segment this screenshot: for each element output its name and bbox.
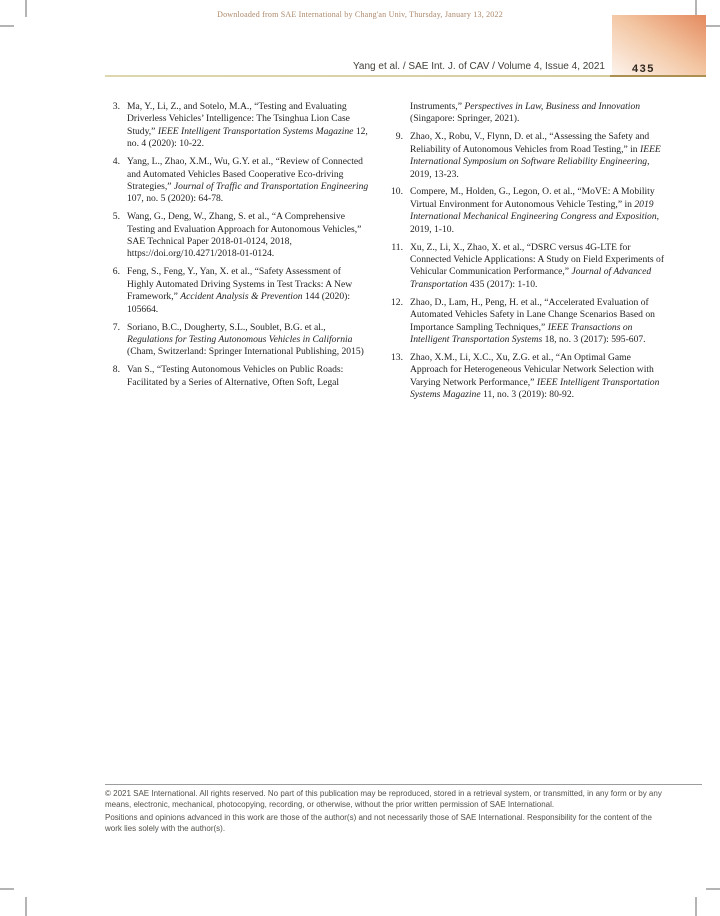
reference-number: 11.: [391, 241, 403, 253]
reference-number: 3.: [112, 101, 120, 112]
reference-item: [103, 322, 369, 359]
reference-item: [103, 266, 369, 316]
reference-item: [103, 364, 369, 389]
reference-text: Feng, S., Feng, Y., Yan, X. et al., “Safety Assessment of Highly Automated Driving Systems in Test Tracks: A New Framework,” Accident Analysis & Prevention 144 (2020): 105664.: [127, 266, 353, 315]
references-right-column: [386, 101, 666, 407]
reference-text: Zhao, X.M., Li, X.C., Xu, Z.G. et al., “An Optimal Game Approach for Heterogeneous Vehicular Network Selection with Varying Network Performance,” IEEE Intelligent Transportation Systems Magazine 11, no. 3 (2019): 80-92.: [410, 351, 660, 401]
footer-rule: [105, 784, 702, 785]
reference-number: 6.: [112, 266, 120, 278]
reference-item: [103, 211, 369, 261]
references-left-column: [103, 101, 369, 395]
reference-number: 7.: [112, 321, 120, 333]
reference-text: Zhao, X., Robu, V., Flynn, D. et al., “Assessing the Safety and Reliability of Autonomous Vehicles from Road Testing,” in IEEE International Symposium on Software Reliability Engineering, 2019, 13-23.: [410, 131, 661, 180]
crop-mark: [0, 25, 14, 27]
running-title: Yang et al. / SAE Int. J. of CAV / Volume 4, Issue 4, 2021: [353, 61, 605, 72]
reference-number: 5.: [112, 211, 120, 223]
crop-mark: [706, 25, 720, 27]
reference-item: [386, 352, 666, 402]
crop-mark: [706, 888, 720, 890]
reference-text: Compere, M., Holden, G., Legon, O. et al., “MoVE: A Mobility Virtual Environment for Autonomous Vehicle Testing,” in 2019 International Mechanical Engineering Congress and Exposition, 2019, 1-10.: [410, 186, 660, 235]
reference-item: [386, 101, 666, 126]
crop-mark: [695, 897, 697, 916]
reference-item: [386, 186, 666, 236]
reference-text: Instruments,” Perspectives in Law, Business and Innovation (Singapore: Springer, 2021).: [410, 101, 641, 125]
crop-mark: [0, 888, 14, 890]
reference-text: Ma, Y., Li, Z., and Sotelo, M.A., “Testing and Evaluating Driverless Vehicles’ Intelligence: The Tsinghua Lion Case Study,” IEEE Intelligent Transportation Systems Magazine 12, no. 4 (2020): 10-22.: [127, 101, 368, 150]
reference-number: 10.: [391, 186, 403, 198]
reference-item: [386, 242, 666, 292]
reference-item: [386, 131, 666, 181]
reference-number: 4.: [112, 156, 120, 168]
disclaimer-notice: Positions and opinions advanced in this work are those of the author(s) and not necessarily those of SAE International. Responsibility for the content of the work lies solely with the author(s).: [105, 813, 652, 833]
reference-number: 13.: [391, 351, 403, 363]
crop-mark: [25, 897, 27, 916]
page-number: 435: [632, 63, 655, 75]
reference-text: Soriano, B.C., Dougherty, S.L., Soublet, B.G. et al., Regulations for Testing Autonomous Vehicles in California (Cham, Switzerland: Springer International Publishing, 2015): [127, 321, 364, 358]
reference-text: Zhao, D., Lam, H., Peng, H. et al., “Accelerated Evaluation of Automated Vehicles Safety in Lane Change Scenarios Based on Importance Sampling Techniques,” IEEE Transactions on Intelligent Transportation Systems 18, no. 3 (2017): 595-607.: [410, 296, 655, 345]
copyright-notice: © 2021 SAE International. All rights reserved. No part of this publication may be reproduced, stored in a retrieval system, or transmitted, in any form or by any means, electronic, mechanical, photocopying, recording, or otherwise, without the prior written permission of SAE International.: [105, 789, 662, 809]
reference-text: Xu, Z., Li, X., Zhao, X. et al., “DSRC versus 4G-LTE for Connected Vehicle Applications: A Study on Field Experiments of Vehicular Communication Performance,” Journal of Advanced Transportation 435 (2017): 1-10.: [410, 241, 665, 290]
reference-item: [386, 297, 666, 347]
reference-number: [386, 101, 403, 126]
reference-text: Van S., “Testing Autonomous Vehicles on Public Roads: Facilitated by a Series of Alternative, Often Soft, Legal: [127, 364, 344, 388]
download-notice: Downloaded from SAE International by Chang'an Univ, Thursday, January 13, 2022: [217, 10, 503, 19]
reference-number: 8.: [112, 364, 120, 376]
reference-text: Yang, L., Zhao, X.M., Wu, G.Y. et al., “Review of Connected and Automated Vehicles Based Cooperative Eco-driving Strategies,” Journal of Traffic and Transportation Engineering 107, no. 5 (2020): 64-78.: [127, 156, 369, 205]
header-rule: [105, 75, 706, 77]
reference-item: [103, 156, 369, 206]
reference-item: [103, 101, 369, 151]
reference-text: Wang, G., Deng, W., Zhang, S. et al., “A Comprehensive Testing and Evaluation Approach for Autonomous Vehicles,” SAE Technical Paper 2018-01-0124, 2018, https://doi.org/10.4271/2018-01-0124.: [127, 211, 362, 260]
reference-number: 12.: [391, 296, 403, 308]
reference-number: 9.: [395, 131, 403, 143]
page-number-box: [612, 15, 706, 76]
